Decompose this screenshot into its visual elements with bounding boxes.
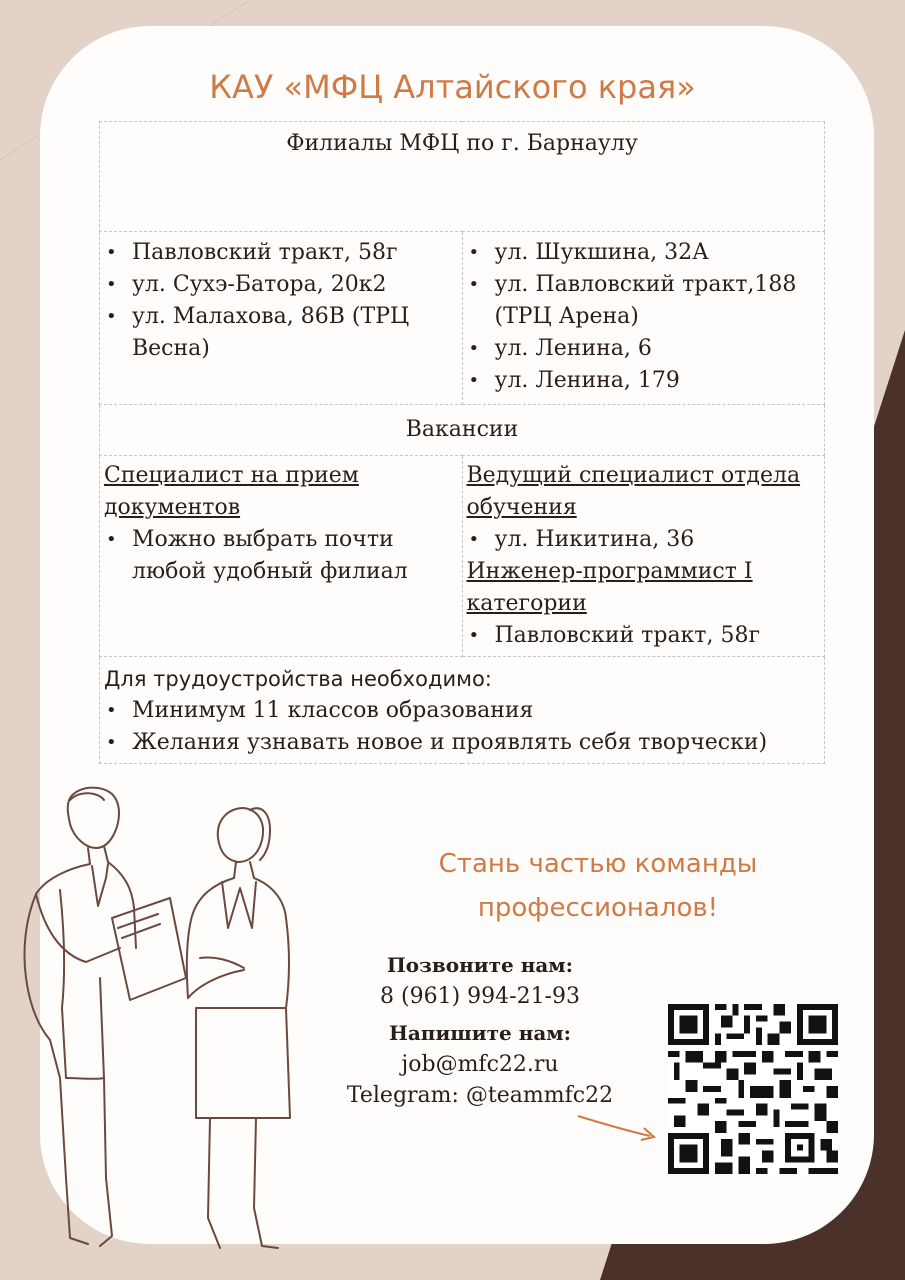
list-item: • ул. Ленина, 6 xyxy=(495,333,821,365)
phone-number[interactable]: 8 (961) 994-21-93 xyxy=(380,984,580,1009)
list-item: • Желания узнавать новое и проявлять себя творчески) xyxy=(132,727,820,759)
vacancy-title: Ведущий специалист отдела обучения xyxy=(466,463,801,520)
list-item: • Павловский тракт, 58г xyxy=(495,620,821,652)
requirements-heading: Для трудоустройства необходимо: xyxy=(104,667,492,691)
email-address[interactable]: job@mfc22.ru xyxy=(401,1052,559,1077)
vacancy-right2-list xyxy=(467,620,821,652)
vacancies-heading: Вакансии xyxy=(100,405,825,456)
list-item: • ул. Никитина, 36 xyxy=(495,524,821,556)
requirements-list xyxy=(104,695,820,759)
branches-left-list xyxy=(104,237,458,365)
cta-line-1: Стань частью команды xyxy=(438,849,758,879)
list-item: • ул. Малахова, 86В (ТРЦ Весна) xyxy=(132,301,458,365)
info-table xyxy=(99,121,825,764)
list-item: • ул. Сухэ-Батора, 20к2 xyxy=(132,269,458,301)
contacts-block xyxy=(330,950,630,1111)
requirements-cell xyxy=(100,657,825,764)
call-label: Позвоните нам: xyxy=(386,953,574,977)
list-item: • Павловский тракт, 58г xyxy=(132,237,458,269)
vacancy-right-cell xyxy=(462,456,825,657)
qr-code[interactable] xyxy=(668,1004,838,1174)
list-item: • Можно выбрать почти любой удобный филиал xyxy=(132,524,458,588)
branches-left-cell xyxy=(100,232,463,405)
page-title: КАУ «МФЦ Алтайского края» xyxy=(209,68,696,106)
branches-right-cell xyxy=(462,232,825,405)
vacancy-right1-list xyxy=(467,524,821,556)
list-item: • ул. Павловский тракт,188 (ТРЦ Арена) xyxy=(495,269,821,333)
telegram-handle[interactable]: Telegram: @teammfc22 xyxy=(346,1083,614,1108)
arrow-icon xyxy=(574,1110,664,1150)
vacancy-left-list xyxy=(104,524,458,588)
branches-heading: Филиалы МФЦ по г. Барнаулу xyxy=(286,131,638,156)
list-item: • Минимум 11 классов образования xyxy=(132,695,820,727)
vacancy-title: Инженер-программист I категории xyxy=(466,559,753,616)
list-item: • ул. Ленина, 179 xyxy=(495,365,821,397)
list-item: • ул. Шукшина, 32А xyxy=(495,237,821,269)
branches-right-list xyxy=(467,237,821,397)
branches-heading-cell xyxy=(100,122,825,232)
cta-line-2: профессионалов! xyxy=(477,893,719,923)
write-label: Напишите нам: xyxy=(388,1021,572,1045)
vacancy-title: Специалист на прием документов xyxy=(104,463,359,520)
people-illustration xyxy=(0,778,330,1258)
call-to-action xyxy=(378,842,818,930)
vacancy-left-cell xyxy=(100,456,463,657)
